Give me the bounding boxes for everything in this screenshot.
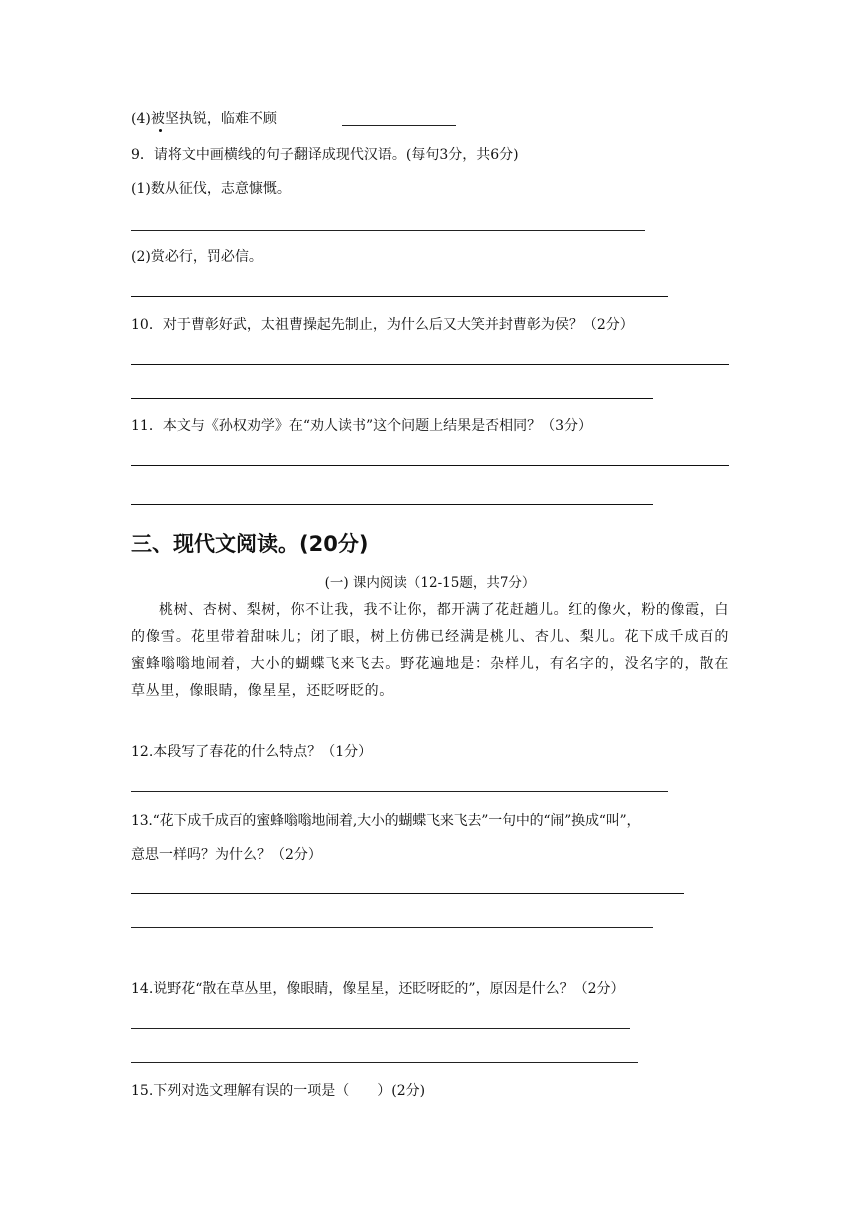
q9-sentence-2: (2)赏必行，罚必信。	[131, 249, 263, 265]
q10-answer-line-1[interactable]	[131, 364, 729, 365]
q8-item-4: (4)被坚执锐，临难不顾	[131, 111, 277, 127]
q9-title: 9．请将文中画横线的句子翻译成现代汉语。(每句3分，共6分)	[131, 147, 519, 163]
q12-answer-line[interactable]	[131, 791, 668, 792]
q14-answer-line-2[interactable]	[131, 1062, 638, 1063]
q9-1-answer-line[interactable]	[131, 230, 645, 231]
q15-text: 15.下列对选文理解有误的一项是（ ）(2分)	[131, 1083, 426, 1099]
q10-answer-line-2[interactable]	[131, 398, 653, 399]
q9-sentence-1: (1)数从征伐，志意慷慨。	[131, 181, 291, 197]
reading-passage: 桃树、杏树、梨树，你不让我，我不让你，都开满了花赶趟儿。红的像火，粉的像霞，白的像雪。花里带着甜味儿；闭了眼，树上仿佛已经满是桃儿、杏儿、梨儿。花下成千成百的蜜蜂嗡嗡地闹着，大小的蝴蝶飞来飞去。野花遍地是：杂样儿，有名字的，没名字的，散在草丛里，像眼睛，像星星，还眨呀眨的。	[131, 602, 729, 699]
section-3-title: 三、现代文阅读。(20分)	[131, 532, 369, 556]
q14-answer-line-1[interactable]	[131, 1028, 630, 1029]
q11-text: 11．本文与《孙权劝学》在“劝人读书”这个问题上结果是否相同？（3分）	[131, 418, 593, 434]
q13-answer-line-1[interactable]	[131, 893, 684, 894]
q14-text: 14.说野花“散在草丛里，像眼睛，像星星，还眨呀眨的”，原因是什么？（2分）	[131, 981, 625, 997]
q10-text: 10．对于曹彰好武，太祖曹操起先制止，为什么后又大笑并封曹彰为侯？（2分）	[131, 317, 634, 333]
q9-2-answer-line[interactable]	[131, 296, 668, 297]
section-3-subtitle: (一) 课内阅读（12-15题，共7分）	[324, 575, 536, 591]
q11-answer-line-2[interactable]	[131, 504, 653, 505]
q11-answer-line-1[interactable]	[131, 465, 729, 466]
q8-4-answer-line[interactable]	[342, 125, 456, 126]
q13-answer-line-2[interactable]	[131, 927, 653, 928]
q12-text: 12.本段写了春花的什么特点？（1分）	[131, 744, 373, 760]
q13-line-2: 意思一样吗？为什么？（2分）	[131, 847, 322, 863]
q13-line-1: 13.“花下成千成百的蜜蜂嗡嗡地闹着,大小的蝴蝶飞来飞去”一句中的“闹”换成“叫”，	[131, 813, 641, 829]
emphasis-dot	[159, 129, 162, 132]
